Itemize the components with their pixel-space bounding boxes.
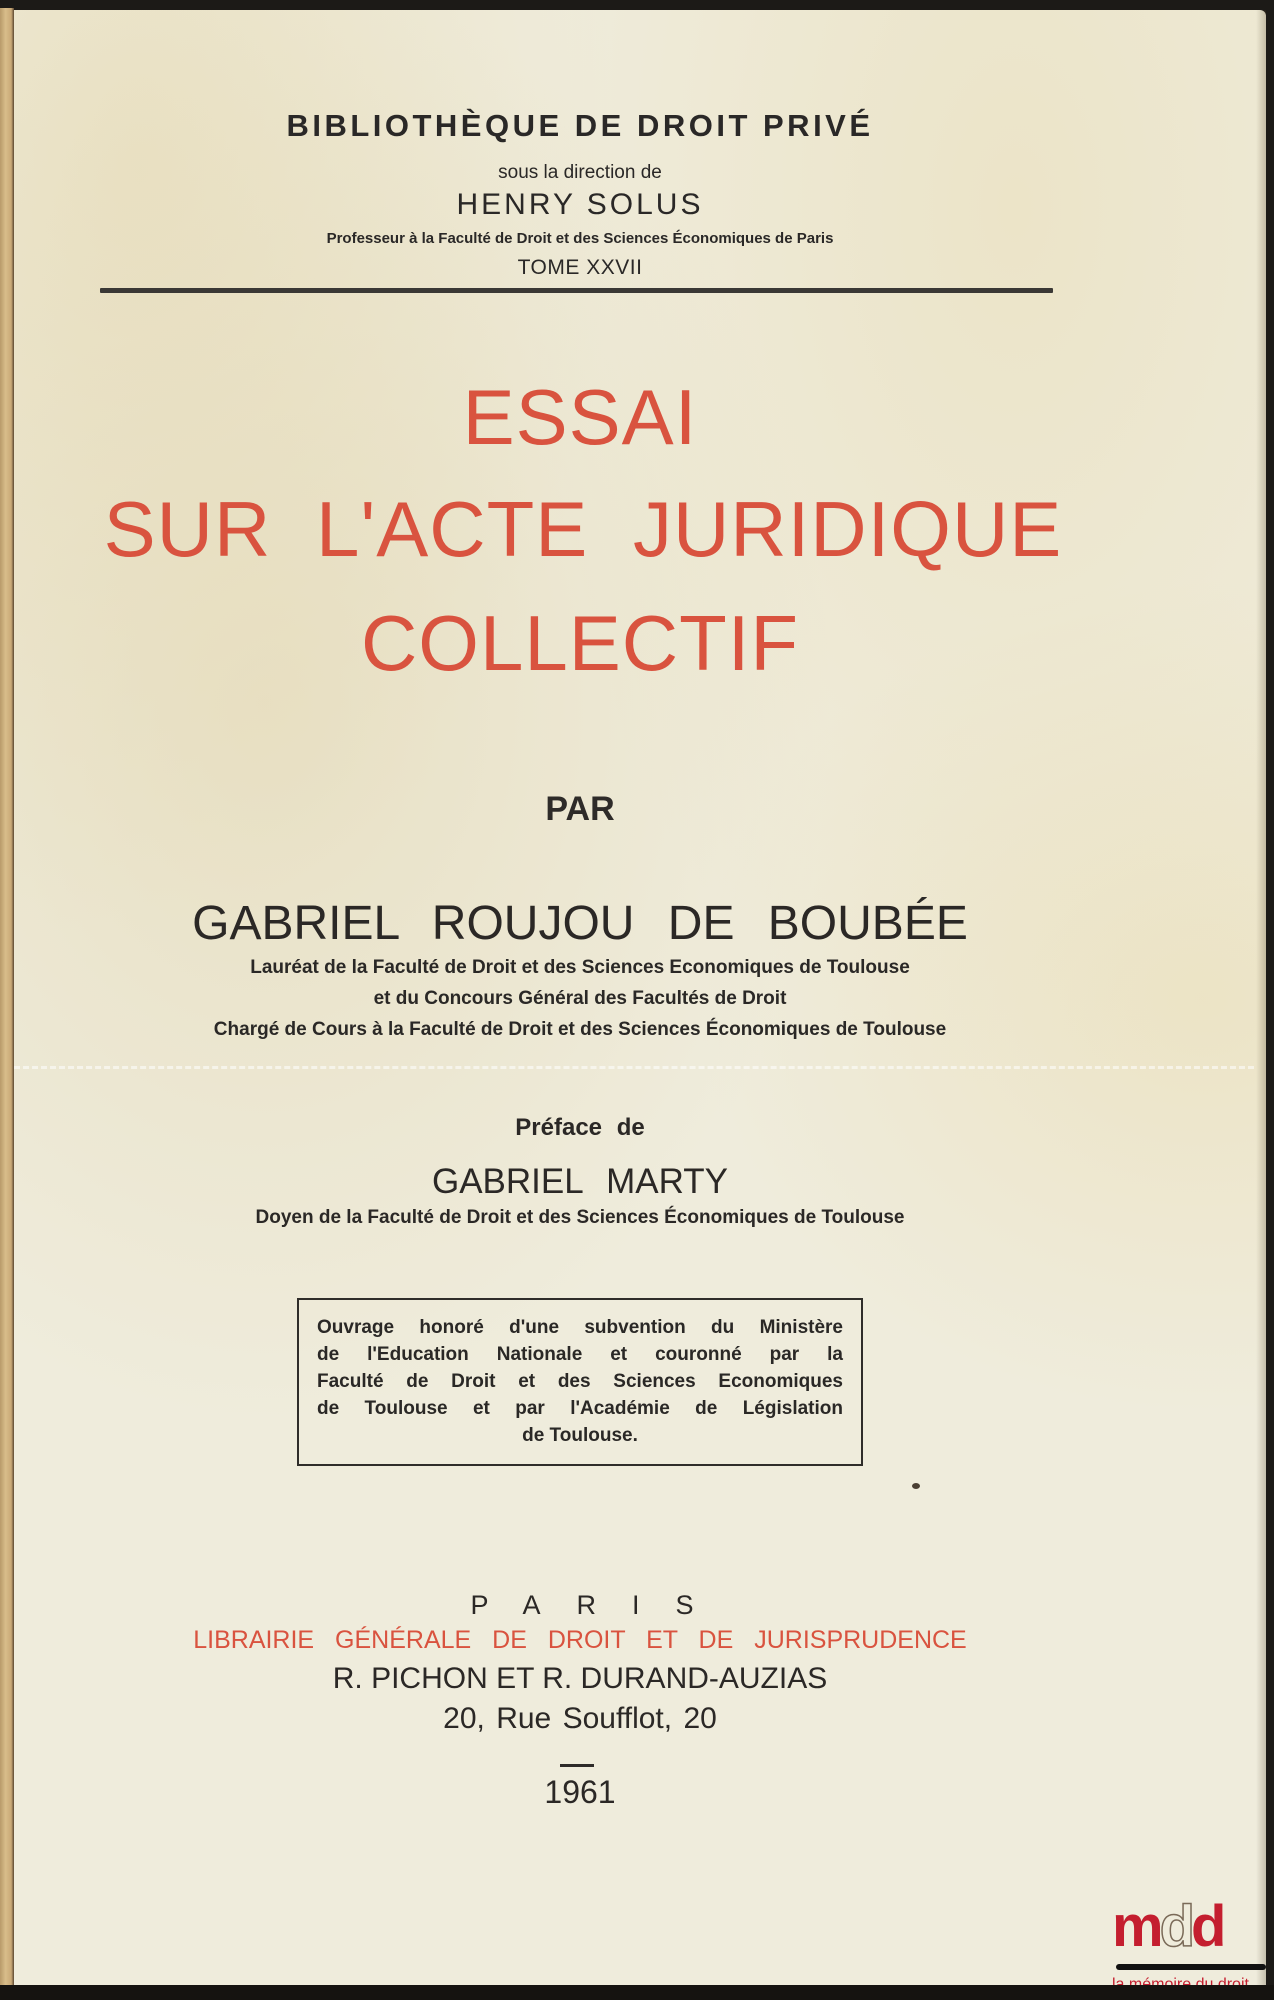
imprint-publisher: LIBRAIRIE GÉNÉRALE DE DROIT ET DE JURISPRUDENCE [193,1626,967,1654]
preface-author-credential: Doyen de la Faculté de Droit et des Sciences Économiques de Toulouse [255,1207,905,1228]
series-director-name: HENRY SOLUS [456,188,704,221]
mdd-logo-icon [1112,1894,1223,1959]
honor-notice-box [297,1298,863,1466]
series-director-title: Professeur à la Faculté de Droit et des Sciences Économiques de Paris [326,230,834,247]
bottom-shadow [0,1985,1274,2000]
logo-letter-m: m [1112,1894,1160,1959]
honor-line-2: de l'Education Nationale et couronné par la [317,1344,843,1365]
page-edge-shadow [1256,10,1266,1988]
honor-line-3: Faculté de Droit et des Sciences Economiques [317,1371,843,1392]
preface-author-name: GABRIEL MARTY [431,1162,729,1201]
mdd-watermark-logo [1112,1894,1272,1998]
header-rule [100,288,1053,293]
honor-line-1: Ouvrage honoré d'une subvention du Ministère [317,1317,843,1338]
imprint-year: 1961 [544,1774,616,1810]
book-title-line-1: ESSAI [462,373,698,461]
logo-letter-d-outline: d [1159,1894,1192,1959]
honor-line-5: de Toulouse. [522,1425,638,1446]
logo-letter-d: d [1191,1894,1223,1959]
author-credential-3: Chargé de Cours à la Faculté de Droit et des Sciences Économiques de Toulouse [213,1019,947,1040]
paper-stain [912,1483,920,1489]
honor-line-4: de Toulouse et par l'Académie de Législation [317,1398,843,1419]
imprint-city: PARIS [470,1590,730,1620]
book-title-line-2: SUR L'ACTE JURIDIQUE [103,485,1063,573]
author-credential-1: Lauréat de la Faculté de Droit et des Sciences Economiques de Toulouse [250,957,910,978]
direction-label: sous la direction de [498,162,662,183]
tome-number: TOME XXVII [517,256,643,279]
imprint-dash [560,1764,594,1767]
author-credential-2: et du Concours Général des Facultés de Droit [373,988,787,1009]
preface-label: Préface de [515,1114,645,1141]
series-title: BIBLIOTHÈQUE DE DROIT PRIVÉ [286,108,874,143]
imprint-address: 20, Rue Soufflot, 20 [443,1702,717,1735]
fold-line [14,1066,1254,1069]
book-title-line-3: COLLECTIF [360,599,800,687]
by-label: PAR [545,790,615,828]
author-name: GABRIEL ROUJOU DE BOUBÉE [192,897,968,950]
imprint-publisher-names: R. PICHON ET R. DURAND-AUZIAS [332,1662,828,1695]
logo-underline-bar [1116,1964,1266,1970]
